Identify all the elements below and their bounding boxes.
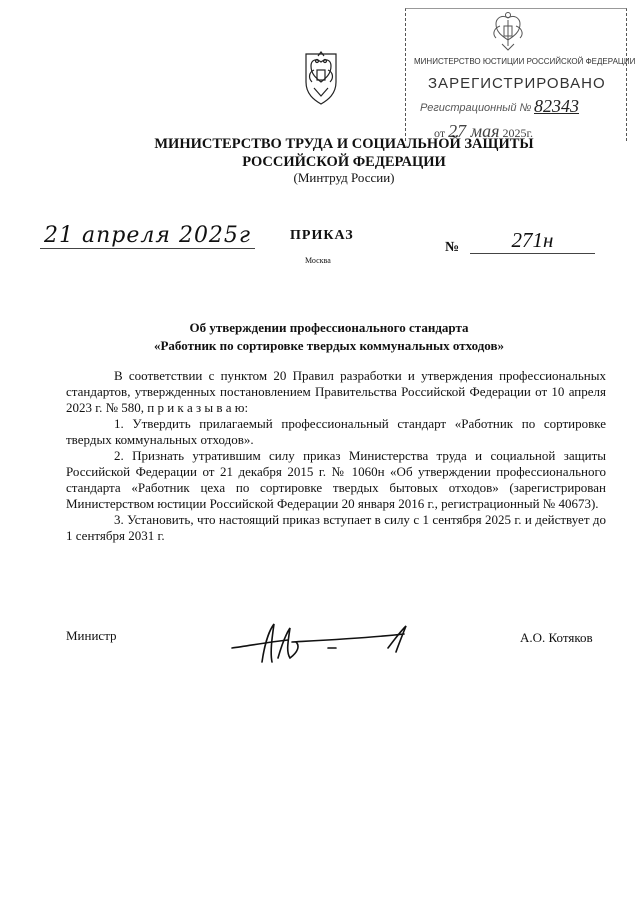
stamp-date-prefix: от	[434, 126, 446, 140]
handwritten-signature	[228, 618, 418, 666]
stamp-registered: ЗАРЕГИСТРИРОВАНО	[428, 75, 606, 92]
stamp-year: 2025г.	[502, 126, 534, 140]
subject-line2: «Работник по сортировке твердых коммунальных отходов»	[153, 338, 505, 353]
stamp-reg-number: 82343	[534, 96, 579, 116]
order-date-handwritten: 21 апреля 2025г	[40, 223, 255, 249]
registration-stamp	[405, 8, 636, 141]
stamp-date-hand: 27 мая	[448, 121, 500, 141]
signer-name: А.О. Котяков	[520, 630, 593, 645]
ministry-short-name: (Минтруд России)	[293, 170, 395, 185]
paragraph-2: 2. Признать утратившим силу приказ Министерства труда и социальной защиты Российской Федерации от 21 декабря 2015 г. № 1060н «Об утверждении профессионального стандарта «Работник цеха по сортировке твердых бытовых отходов» (зарегистрирован Министерством юстиции Российской Федерации 20 января 2016 г., регистрационный № 40673).	[66, 448, 606, 511]
stamp-reg-label: Регистрационный №	[420, 102, 532, 114]
order-number-handwritten: 271н	[470, 228, 595, 254]
order-number-label: №	[445, 240, 460, 255]
order-city: Москва	[305, 256, 331, 265]
order-title: ПРИКАЗ	[290, 228, 354, 243]
stamp-ministry: МИНИСТЕРСТВО ЮСТИЦИИ РОССИЙСКОЙ ФЕДЕРАЦИИ	[414, 57, 636, 66]
paragraph-1: 1. Утвердить прилагаемый профессиональный стандарт «Работник по сортировке твердых коммунальных отходов».	[66, 416, 606, 447]
coat-of-arms-icon	[296, 48, 346, 108]
ministry-name-line2: РОССИЙСКОЙ ФЕДЕРАЦИИ	[242, 154, 446, 170]
signer-position: Министр	[66, 628, 117, 643]
paragraph-preamble: В соответствии с пунктом 20 Правил разработки и утверждения профессиональных стандартов, утвержденных постановлением Правительства Российской Федерации от 10 апреля 2023 г. № 580, п р и к а з ы в а ю:	[66, 368, 606, 415]
subject-line1: Об утверждении профессионального стандарта	[189, 320, 469, 335]
ministry-name-line1: МИНИСТЕРСТВО ТРУДА И СОЦИАЛЬНОЙ ЗАЩИТЫ	[154, 136, 534, 152]
paragraph-3: 3. Установить, что настоящий приказ вступает в силу с 1 сентября 2025 г. и действует до 1 сентября 2031 г.	[66, 512, 606, 543]
order-body	[66, 368, 606, 544]
